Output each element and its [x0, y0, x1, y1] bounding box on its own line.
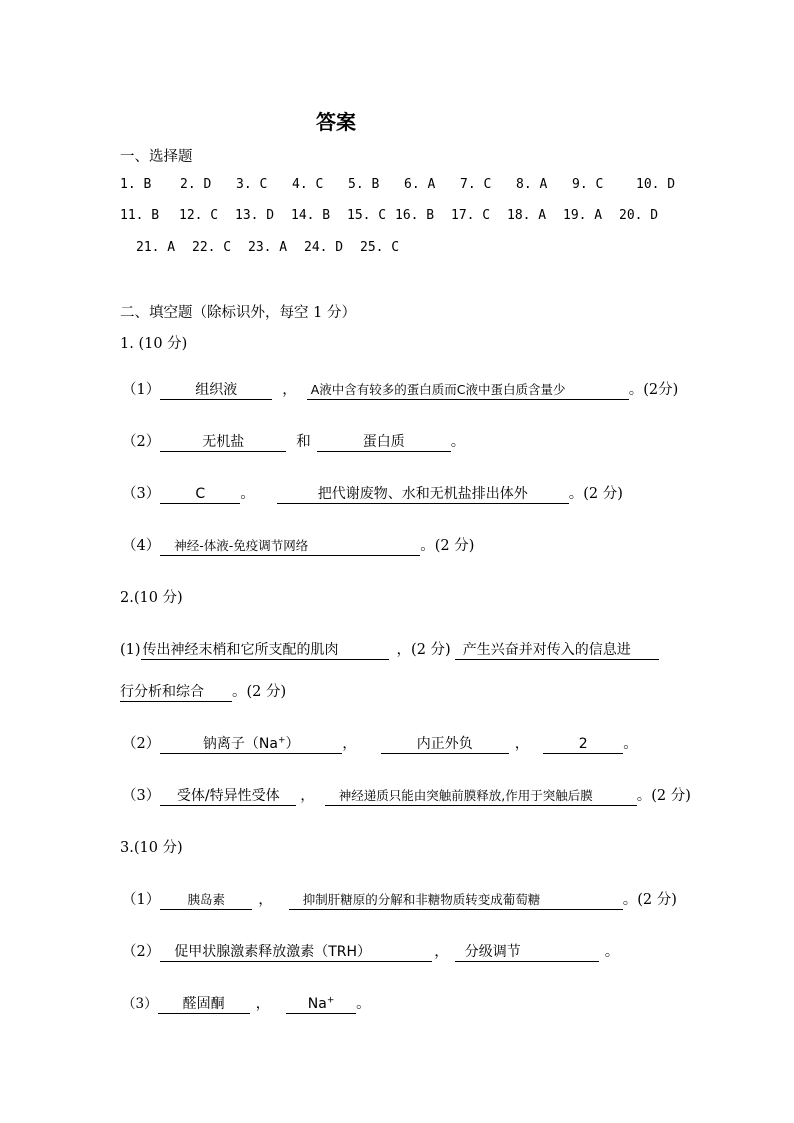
- section2-heading: 二、填空题（除标识外，每空 1 分）: [120, 305, 356, 321]
- answer-blank: 神经递质只能由突触前膜释放,作用于突触后膜: [325, 787, 637, 806]
- mc-answer: 22. C: [192, 240, 232, 255]
- separator: ，: [258, 892, 273, 908]
- superscript: +: [326, 995, 335, 1006]
- mc-answer: 7. C: [460, 177, 492, 192]
- q1-part-4: [122, 534, 474, 556]
- mc-answer: 5. B: [348, 177, 380, 192]
- answer-blank: 抑制肝糖原的分解和非糖物质转变成葡萄糖: [289, 891, 623, 910]
- section1-heading: 一、选择题: [120, 149, 193, 165]
- tail: 。: [450, 434, 466, 450]
- question-3-label: 3.(10 分): [120, 840, 183, 856]
- answer-blank: C: [160, 485, 240, 504]
- mc-answer: 6. A: [404, 177, 436, 192]
- superscript: +: [277, 735, 286, 746]
- q2-part-1-continued: [120, 680, 286, 702]
- score-note: ，(2 分): [396, 642, 451, 658]
- part-number: （3）: [122, 486, 161, 502]
- score-note: 。(2 分): [232, 684, 287, 700]
- q3-part-3: [122, 992, 371, 1014]
- mc-answer: 24. D: [304, 240, 344, 255]
- q3-part-1: [122, 888, 677, 910]
- q2-part-1: [120, 638, 659, 660]
- part-number: (1): [120, 642, 141, 658]
- answer-blank: 促甲状腺激素释放激素（TRH）: [160, 943, 432, 962]
- question-2-label: 2.(10 分): [120, 590, 183, 606]
- answer-blank: 受体/特异性受体: [160, 787, 296, 806]
- answer-blank: 蛋白质: [317, 433, 451, 452]
- part-number: （2）: [122, 736, 161, 752]
- separator: ，: [282, 382, 297, 398]
- q3-part-2: [122, 940, 619, 962]
- part-number: （2）: [122, 944, 161, 960]
- mc-answer: 13. D: [235, 208, 275, 223]
- part-number: （4）: [122, 538, 161, 554]
- part-number: （3）: [122, 788, 161, 804]
- q1-part-2: [122, 430, 465, 452]
- answer-blank: 醛固酮: [158, 995, 250, 1014]
- answer-blank: 组织液: [160, 381, 272, 400]
- mc-answer: 14. B: [291, 208, 331, 223]
- mc-answer: 1. B: [120, 177, 152, 192]
- answer-blank: 分级调节: [455, 943, 599, 962]
- separator: ，: [434, 944, 449, 960]
- separator: ，: [342, 736, 357, 752]
- q1-part-1: [122, 378, 678, 400]
- answer-blank: 2: [543, 735, 623, 754]
- mc-answer: 23. A: [248, 240, 288, 255]
- tail: 。: [623, 736, 638, 752]
- answer-blank: 传出神经末梢和它所支配的肌肉: [141, 641, 389, 660]
- conjunction: 和: [296, 434, 311, 450]
- separator: 。: [240, 486, 255, 502]
- mc-answer: 3. C: [236, 177, 268, 192]
- tail: 。: [604, 944, 620, 960]
- q2-part-2: [122, 732, 638, 754]
- answer-blank: 神经-体液-免疫调节网络: [160, 537, 420, 556]
- mc-answer: 12. C: [179, 208, 219, 223]
- mc-answer: 10. D: [636, 177, 676, 192]
- mc-answer: 18. A: [507, 208, 547, 223]
- separator: ，: [255, 996, 271, 1012]
- part-number: （3）: [122, 996, 158, 1012]
- answer-blank: 产生兴奋并对传入的信息进: [455, 641, 659, 660]
- mc-answer: 25. C: [360, 240, 400, 255]
- part-number: （1）: [122, 382, 161, 398]
- answer-blank: 内正外负: [381, 735, 509, 754]
- score-note: 。(2 分): [568, 486, 623, 502]
- separator: ，: [514, 736, 530, 752]
- score-note: 。(2 分): [622, 892, 677, 908]
- separator: ，: [300, 788, 315, 804]
- answer-blank: 把代谢废物、水和无机盐排出体外: [277, 485, 569, 504]
- mc-answer: 11. B: [120, 208, 160, 223]
- part-number: （2）: [122, 434, 161, 450]
- mc-answer: 4. C: [292, 177, 324, 192]
- mc-answer: 19. A: [563, 208, 603, 223]
- answer-blank: 无机盐: [160, 433, 286, 452]
- q2-part-3: [122, 784, 691, 806]
- mc-answer: 16. B: [395, 208, 435, 223]
- mc-answer: 15. C: [347, 208, 387, 223]
- mc-answer: 9. C: [572, 177, 604, 192]
- answer-blank: 胰岛素: [160, 891, 252, 910]
- page-title: 答案: [316, 110, 356, 134]
- score-note: 。(2 分): [420, 538, 475, 554]
- score-note: 。(2分): [628, 382, 679, 398]
- answer-blank: 钠离子（Na: [202, 736, 278, 752]
- q1-part-3: [122, 482, 623, 504]
- answer-blank: 行分析和综合: [120, 683, 232, 702]
- question-1-label: 1. (10 分): [120, 336, 188, 352]
- tail: 。: [356, 996, 371, 1012]
- answer-blank: A液中含有较多的蛋白质而C液中蛋白质含量少: [307, 381, 629, 400]
- mc-answer: 8. A: [516, 177, 548, 192]
- mc-answer: 21. A: [136, 240, 176, 255]
- score-note: 。(2 分): [636, 788, 691, 804]
- answer-blank-end: ）: [285, 736, 300, 752]
- mc-answer: 2. D: [180, 177, 212, 192]
- part-number: （1）: [122, 892, 161, 908]
- answer-blank: Na: [307, 996, 327, 1012]
- mc-answer: 17. C: [451, 208, 491, 223]
- mc-answer: 20. D: [619, 208, 659, 223]
